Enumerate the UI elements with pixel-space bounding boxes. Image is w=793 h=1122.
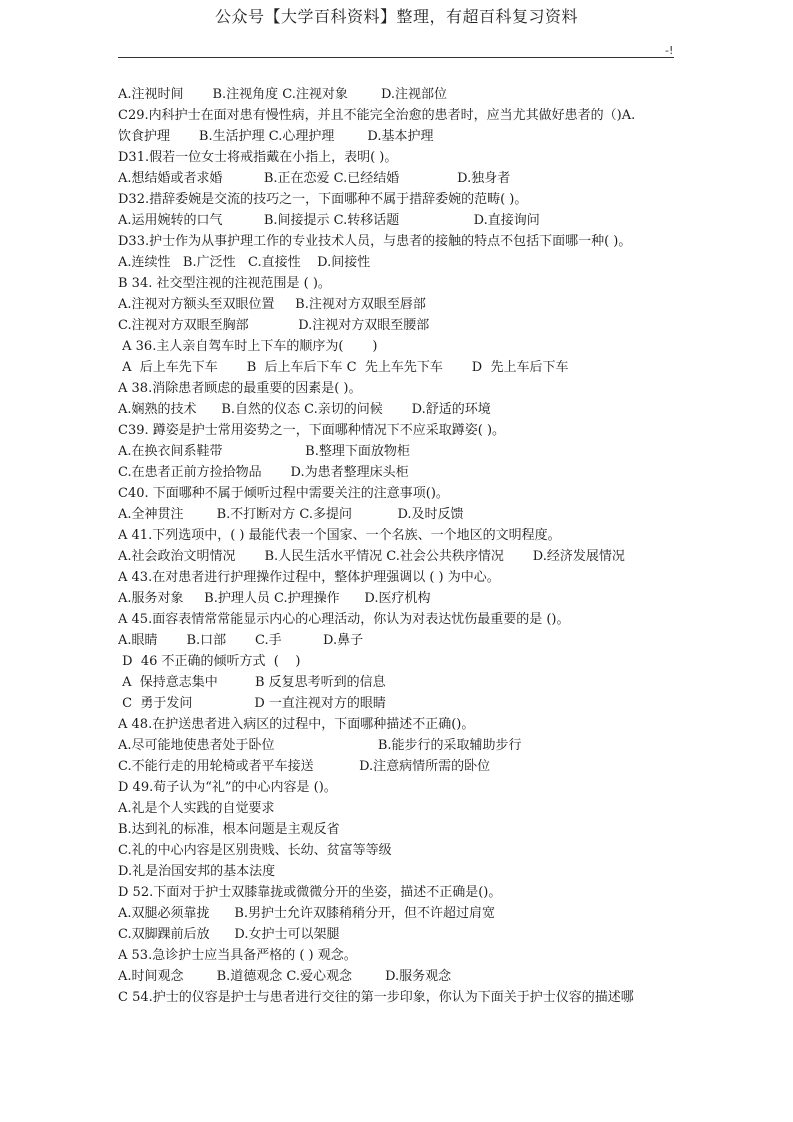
text-line: A.运用婉转的口气 B.间接提示 C.转移话题 D.直接询问 [118, 213, 540, 228]
text-line: D32.措辞委婉是交流的技巧之一，下面哪种不属于措辞委婉的范畴( )。 [118, 192, 528, 207]
text-line: A 45.面容表情常常能显示内心的心理活动，你认为对表达忧伤最重要的是 ()。 [118, 612, 570, 627]
text-line: A 48.在护送患者进入病区的过程中，下面哪种描述不正确()。 [118, 717, 475, 732]
text-line: A 保持意志集中 B 反复思考听到的信息 [118, 675, 386, 690]
text-line: A.时间观念 B.道德观念 C.爱心观念 D.服务观念 [118, 969, 452, 984]
document-body [118, 84, 688, 1008]
text-line: D 52.下面对于护士双膝靠拢或微微分开的坐姿，描述不正确是()。 [118, 885, 502, 900]
page-header: 公众号【大学百科资料】整理，有超百科复习资料 [214, 7, 578, 26]
text-line: A 43.在对患者进行护理操作过程中，整体护理强调以 ( ) 为中心。 [118, 570, 500, 585]
text-line: C 54.护士的仪容是护士与患者进行交往的第一步印象，你认为下面关于护士仪容的描述哪 [118, 990, 634, 1005]
text-line: D 46 不正确的倾听方式 ( ) [118, 654, 301, 669]
text-line: C 勇于发问 D 一直注视对方的眼睛 [118, 696, 386, 711]
text-line: A.注视对方额头至双眼位置 B.注视对方双眼至唇部 [118, 297, 426, 312]
text-line: C.不能行走的用轮椅或者平车接送 D.注意病情所需的卧位 [118, 759, 491, 774]
text-line: C.在患者正前方捡拾物品 D.为患者整理床头柜 [118, 465, 409, 480]
text-line: A.连续性 B.广泛性 C.直接性 D.间接性 [118, 255, 371, 270]
text-line: C.礼的中心内容是区别贵贱、长幼、贫富等等级 [118, 843, 392, 858]
text-line: A 36.主人亲自驾车时上下车的顺序为( ) [118, 339, 378, 354]
text-line: C.双脚踝前后放 D.女护士可以架腿 [118, 927, 340, 942]
text-line: C29.内科护士在面对患有慢性病，并且不能完全治愈的患者时，应当尤其做好患者的（)A. [118, 108, 636, 123]
text-line: A.眼睛 B.口部 C.手 D.鼻子 [118, 633, 364, 648]
text-line: C.注视对方双眼至胸部 D.注视对方双眼至腰部 [118, 318, 430, 333]
text-line: A 53.急诊护士应当具备严格的 ( ) 观念。 [118, 948, 357, 963]
text-line: C39. 蹲姿是护士常用姿势之一，下面哪种情况下不应采取蹲姿( )。 [118, 423, 506, 438]
text-line: A.在换衣间系鞋带 B.整理下面放物柜 [118, 444, 410, 459]
text-line: A.想结婚或者求婚 B.正在恋爱 C.已经结婚 D.独身者 [118, 171, 511, 186]
text-line: A.社会政治文明情况 B.人民生活水平情况 C.社会公共秩序情况 D.经济发展情况 [118, 549, 625, 564]
text-line: A.娴熟的技术 B.自然的仪态 C.亲切的问候 D.舒适的环境 [118, 402, 491, 417]
text-line: A.尽可能地使患者处于卧位 B.能步行的采取辅助步行 [118, 738, 522, 753]
text-line: D.礼是治国安邦的基本法度 [118, 864, 276, 879]
header-rule-mark: -! [665, 44, 674, 57]
text-line: 饮食护理 B.生活护理 C.心理护理 D.基本护理 [118, 129, 434, 144]
text-line: D33.护士作为从事护理工作的专业技术人员，与患者的接触的特点不包括下面哪一种( )。 [118, 234, 632, 249]
text-line: C40. 下面哪种不属于倾听过程中需要关注的注意事项()。 [118, 486, 449, 501]
text-line: A 41.下列选项中，( ) 最能代表一个国家、一个名族、一个地区的文明程度。 [118, 528, 561, 543]
header-rule [118, 57, 674, 58]
text-line: B 34. 社交型注视的注视范围是 ( )。 [118, 276, 331, 291]
text-line: A.礼是个人实践的自觉要求 [118, 801, 275, 816]
text-line: A.全神贯注 B.不打断对方 C.多提问 D.及时反馈 [118, 507, 464, 522]
text-line: D31.假若一位女士将戒指戴在小指上，表明( )。 [118, 150, 398, 165]
text-line: A 38.消除患者顾虑的最重要的因素是( )。 [118, 381, 362, 396]
text-line: A.注视时间 B.注视角度 C.注视对象 D.注视部位 [118, 87, 448, 102]
text-line: D 49.荀子认为“礼”的中心内容是 ()。 [118, 780, 337, 795]
text-line: A.双腿必须靠拢 B.男护士允许双膝稍稍分开，但不许超过肩宽 [118, 906, 496, 921]
text-line: A 后上车先下车 B 后上车后下车 C 先上车先下车 D 先上车后下车 [118, 360, 569, 375]
text-line: B.达到礼的标准，根本问题是主观反省 [118, 822, 340, 837]
text-line: A.服务对象 B.护理人员 C.护理操作 D.医疗机构 [118, 591, 431, 606]
